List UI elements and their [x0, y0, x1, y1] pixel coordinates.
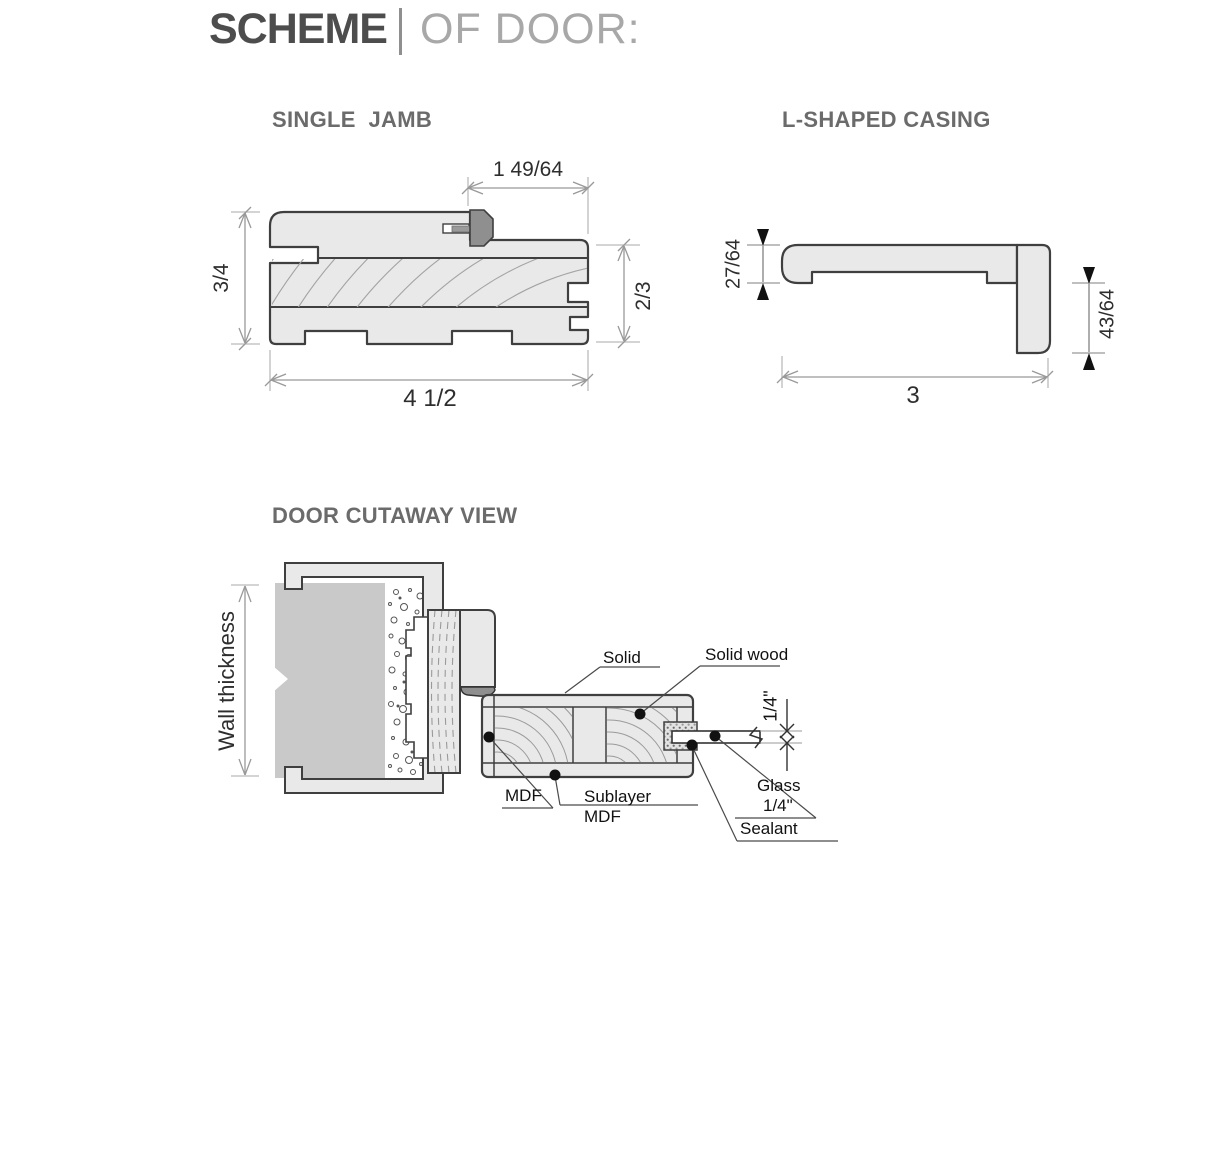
dim-label-wall-thickness: Wall thickness: [214, 611, 239, 751]
callout-sealant: Sealant: [740, 819, 798, 838]
callout-solid: Solid: [603, 648, 641, 667]
jamb-wood-grain: [113, 0, 1177, 1062]
door-stop: [460, 610, 495, 687]
page-title-secondary: OF DOOR:: [420, 5, 641, 53]
door-cutaway-diagram: [231, 563, 838, 888]
dim-label-jamb-right: 2/3: [632, 281, 655, 311]
callout-sublayer-mdf: MDF: [584, 807, 621, 826]
callout-mdf: MDF: [505, 786, 542, 805]
dim-label-glass-thickness: 1/4": [760, 690, 781, 722]
callout-solid-wood: Solid wood: [705, 645, 789, 664]
single-jamb-diagram: [113, 0, 1177, 1062]
dim-label-jamb-width: 4 1/2: [403, 385, 457, 412]
callout-sublayer: Sublayer: [584, 787, 652, 806]
l-shaped-casing-diagram: [747, 229, 1105, 388]
dim-casing-thickness: [747, 229, 780, 300]
heading-single-jamb: SINGLE JAMB: [272, 107, 433, 132]
wall-section: [275, 583, 385, 778]
heading-door-cutaway: DOOR CUTAWAY VIEW: [272, 503, 518, 528]
jamb-profile: [270, 212, 588, 344]
dim-jamb-thickness: [231, 207, 260, 350]
dim-label-rabbet-width: 1 49/64: [492, 158, 564, 181]
dim-label-casing-thickness: 27/64: [722, 238, 745, 290]
casing-bar: [782, 245, 1017, 283]
title-divider: [399, 8, 402, 55]
dim-label-jamb-thickness: 3/4: [210, 263, 233, 293]
page-title-primary: SCHEME: [209, 5, 387, 53]
heading-l-shaped-casing: L-SHAPED CASING: [782, 107, 991, 132]
casing-leg: [1017, 245, 1050, 353]
dim-label-casing-width: 3: [906, 382, 920, 409]
callout-glass-size: 1/4": [763, 796, 793, 815]
callout-glass: Glass: [757, 776, 801, 795]
dim-label-casing-leg: 43/64: [1096, 288, 1119, 340]
